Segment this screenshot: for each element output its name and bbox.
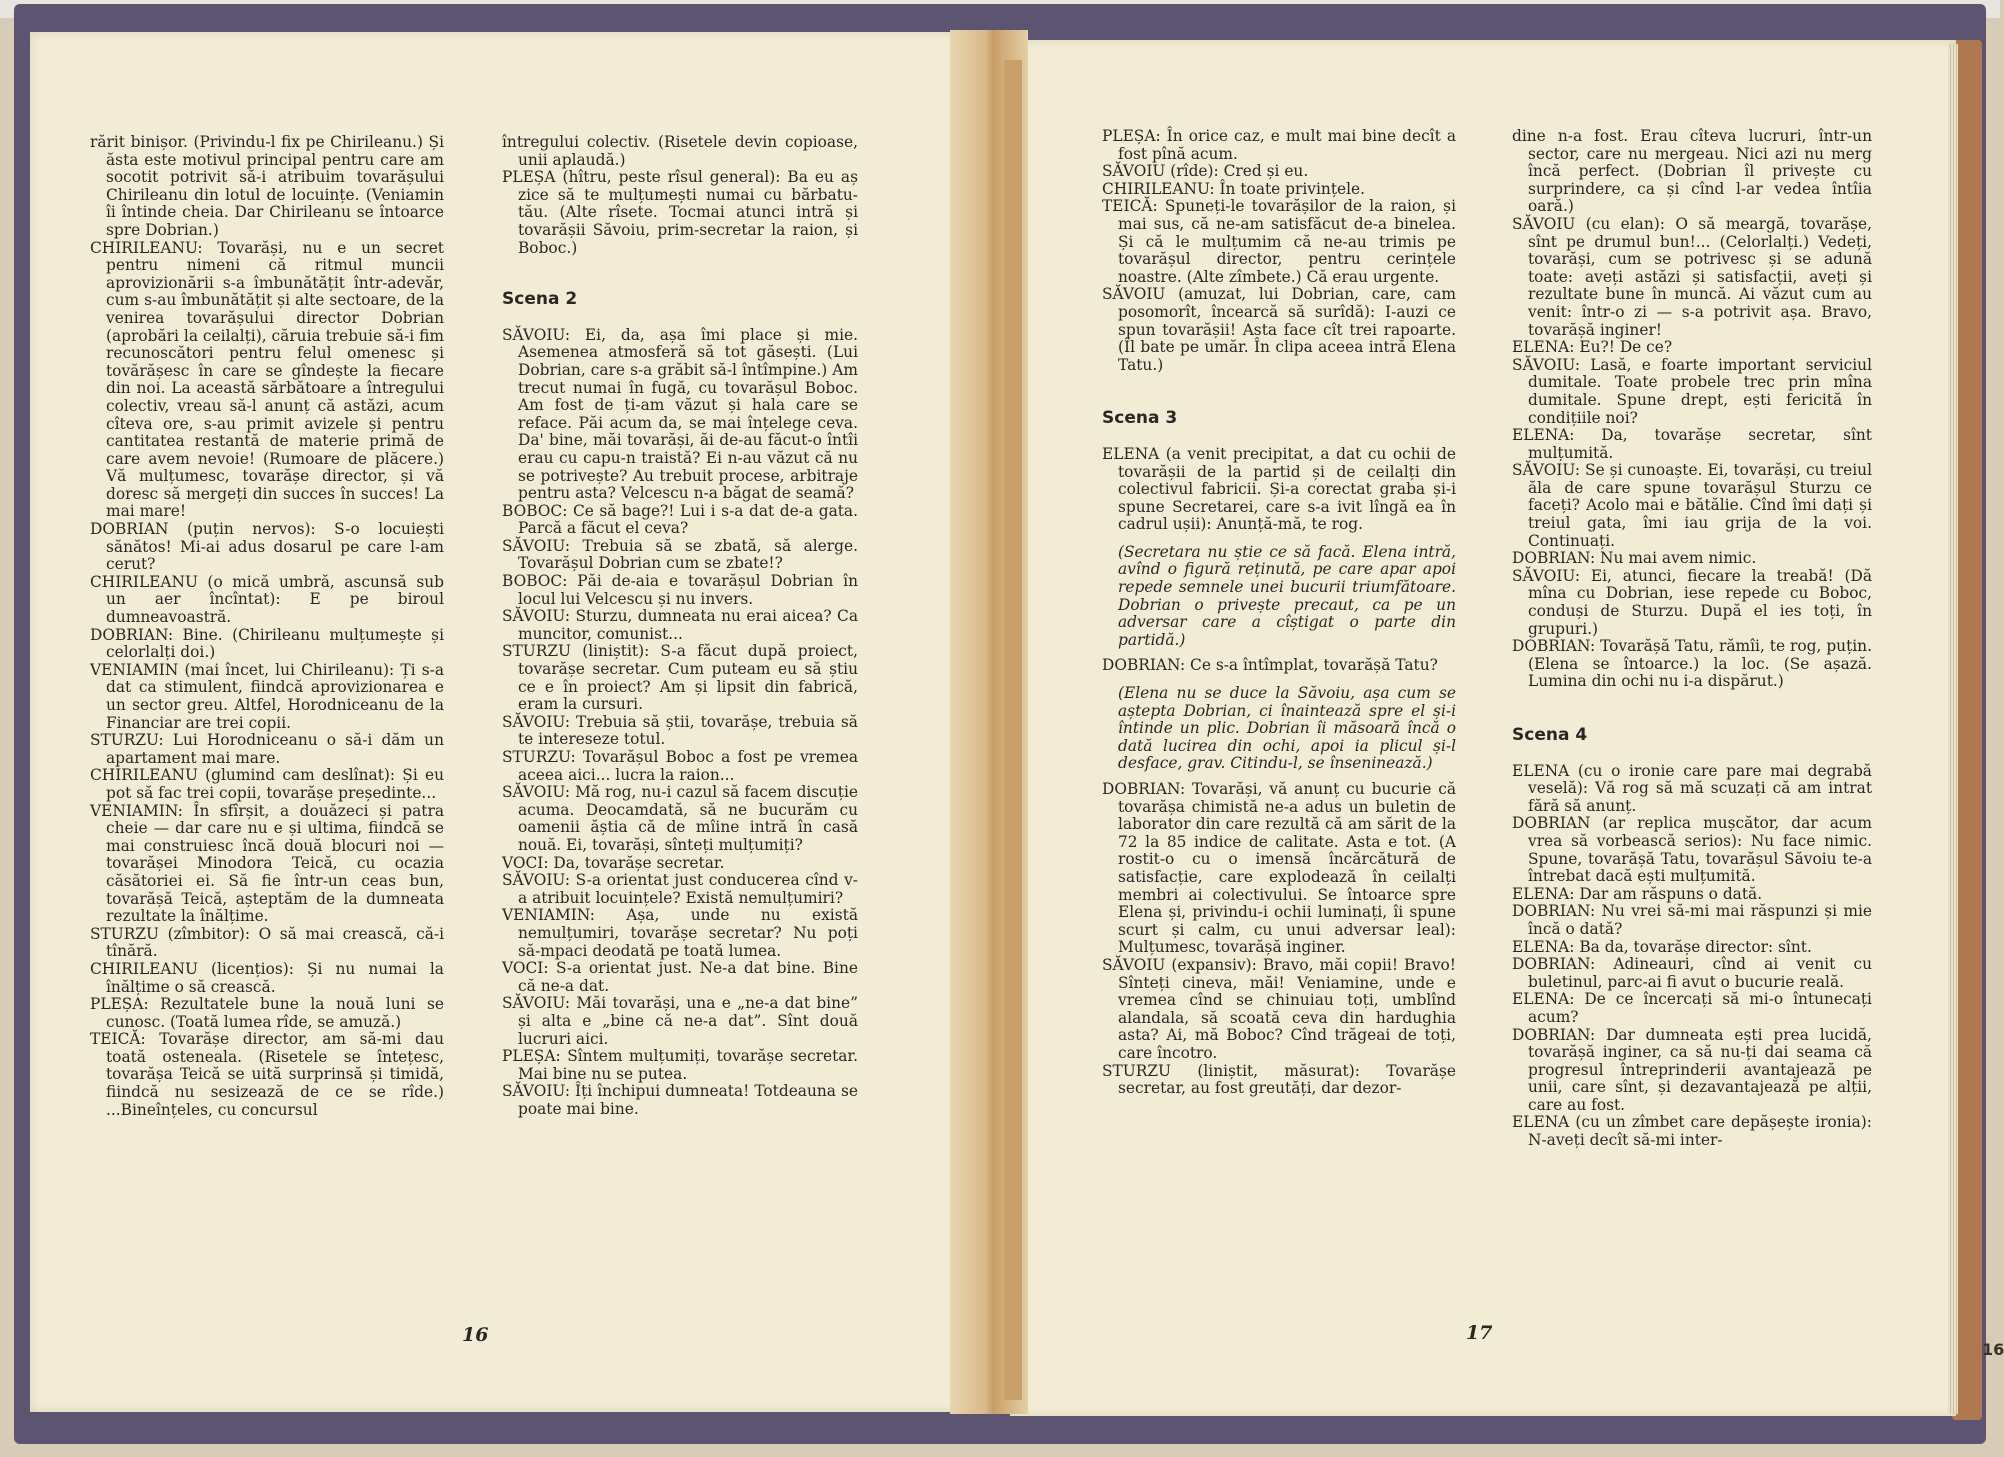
dialogue-paragraph: SĂVOIU: Trebuia să știi, tovarășe, trebuia să te intereseze totul.	[502, 712, 858, 749]
dialogue-paragraph: DOBRIAN (ar replica mușcător, dar acum vrea să vorbească serios): Nu face nimic. Spune, tovarășă Tatu, tovarășul Săvoiu te-a întrebat dacă ești mulțumită.	[1512, 814, 1872, 886]
scene-4-heading: Scena 4	[1512, 725, 1588, 745]
dialogue-paragraph: DOBRIAN: Nu mai avem nimic.	[1512, 549, 1757, 568]
dialogue-paragraph: PLEȘA: Sîntem mulțumiți, tovarășe secretar. Mai bine nu se putea.	[502, 1047, 858, 1083]
right-column-2	[1512, 128, 1872, 1150]
dialogue-paragraph: BOBOC: Păi de-aia e tovarășul Dobrian în locul lui Velcescu și nu invers.	[502, 572, 858, 608]
dialogue-paragraph: CHIRILEANU: Tovarăși, nu e un secret pentru nimeni că ritmul muncii aprovizionării s-a îmbunătățit într-adevăr, cum s-au îmbunătățit și alte sectoare, de la venirea tovarășului director Dobrian (aprobări la ceilalți), căruia trebuie să-i fim recunoscători pentru felul omenesc și tovărășesc în care se gîndește la fiecare din noi. La această sărbătoare a întregului colectiv, vreau să-l anunț că astăzi, acum cîteva ore, s-au primit avizele și pentru cantitatea restantă de materie primă de care avem nevoie! (Rumoare de plăcere.) Vă mulțumesc, tovarășe director, și vă doresc să mergeți din succes în succes! La mai mare!	[90, 238, 444, 521]
dialogue-paragraph: PLEȘA: În orice caz, e mult mai bine decît a fost pînă acum.	[1102, 127, 1456, 163]
dialogue-paragraph: întregului colectiv. (Risetele devin copioase, unii aplaudă.)	[502, 133, 858, 169]
dialogue-paragraph: CHIRILEANU (glumind cam deslînat): Și eu pot să fac trei copii, tovarășe președinte...	[90, 766, 444, 802]
dialogue-paragraph: DOBRIAN: Bine. (Chirileanu mulțumește și celorlalți doi.)	[90, 625, 444, 662]
dialogue-paragraph: SĂVOIU: Ei, da, așa îmi place și mie. Asemenea atmosferă să tot găsești. (Lui Dobrian, care s-a grăbit să-l întîmpine.) Am trecut numai în fugă, cu tovarășul Boboc. Am fost de ți-am văzut și hala care se reface. Păi acum da, se mai înțelege ceva. Da' bine, măi tovarăși, ăi de-au făcut-o întîi erau cu capu-n traistă? Ei n-au văzut că nu se potrivește? Au trebuit procese, arbitraje pentru asta? Velcescu n-a băgat de seamă?	[502, 325, 858, 503]
dialogue-paragraph: DOBRIAN (puțin nervos): S-o locuiești sănătos! Mi-ai adus dosarul pe care l-am cerut?	[90, 520, 444, 574]
scene-2-body	[502, 327, 858, 1119]
dialogue-paragraph: SĂVOIU: Ei, atunci, fiecare la treabă! (Dă mîna cu Dobrian, iese repede cu Boboc, conduși de Sturzu. După el ies toți, în grupuri.)	[1512, 566, 1872, 638]
dialogue-paragraph: STURZU (zîmbitor): O să mai crească, că-i tînără.	[90, 924, 444, 961]
dialogue-paragraph: TEICĂ: Spuneți-le tovarășilor de la raion, și mai sus, că ne-am satisfăcut de-a binelea. Și că le mulțumim că ne-au trimis pe tovarășul director, pentru cerințele noastre. (Alte zîmbete.) Că erau urgente.	[1102, 197, 1456, 286]
page-number-right: 17	[1466, 1322, 1493, 1344]
dialogue-paragraph: STURZU: Lui Horodniceanu o să-i dăm un apartament mai mare.	[90, 731, 444, 767]
dialogue-paragraph: STURZU (liniștit): S-a făcut după proiect, tovarășe secretar. Cum puteam eu să știu ce e în proiect? Am și lipsit din fabrică, eram la cursuri.	[502, 642, 858, 714]
dialogue-paragraph: SĂVOIU: S-a orientat just conducerea cînd v-a atribuit locuințele? Există nemulțumiri?	[502, 871, 858, 907]
stage-direction: (Secretara nu știe ce să facă. Elena intră, avînd o figură reținută, pe care apar apoi repede semnele unei bucurii triumfătoare. Dobrian o privește precaut, ca pe un adversar care a cîștigat o parte din partidă.)	[1118, 542, 1456, 649]
dialogue-paragraph: DOBRIAN: Tovarășă Tatu, rămîi, te rog, puțin. (Elena se întoarce.) la loc. (Se așază. Lumina din ochi nu i-a dispărut.)	[1512, 637, 1872, 691]
right-column-1	[1102, 128, 1456, 1098]
dialogue-paragraph: PLEȘA: Rezultatele bune la nouă luni se cunosc. (Toată lumea rîde, se amuză.)	[90, 995, 444, 1031]
dialogue-paragraph: dine n-a fost. Erau cîteva lucruri, într-un sector, care nu mergeau. Nici azi nu merg încă perfect. (Dobrian îl privește cu surprindere, ca și cînd l-ar vedea întîia oară.)	[1512, 127, 1872, 216]
stage-direction: (Elena nu se duce la Săvoiu, așa cum se aștepta Dobrian, ci înaintează spre el și-i întinde un plic. Dobrian îi măsoară încă o dată lucirea din ochi, apoi ia plicul și-l desface, grav. Citindu-l, se înseninează.)	[1118, 684, 1456, 773]
scene-2-heading: Scena 2	[502, 289, 578, 310]
dialogue-paragraph: SĂVOIU: Mă rog, nu-i cazul să facem discuție acuma. Deocamdată, să ne bucurăm cu oamenii ăștia că de mîine intră în casă nouă. Ei, tovarăși, sînteți mulțumiți?	[502, 783, 858, 854]
dialogue-paragraph: BOBOC: Ce să bage?! Lui i s-a dat de-a gata. Parcă a făcut el ceva?	[502, 501, 858, 538]
dialogue-paragraph: ELENA (a venit precipitat, a dat cu ochii de tovarășii de la partid și de ceilalți din colectivul fabricii. Și-a corectat graba și-i spune Secretarei, care s-a ivit lîngă ea în cadrul ușii): Anunță-mă, te rog.	[1102, 444, 1456, 534]
dialogue-paragraph: DOBRIAN: Tovarăși, vă anunț cu bucurie că tovarășa chimistă ne-a adus un buletin de laborator din care rezultă că am sărit de la 72 la 85 indice de calitate. Asta e tot. (A rostit-o cu o imensă încărcătură de satisfacție, care explodează în ceilalți membri ai colectivului. Se întoarce spre Elena și, privindu-i ochii luminați, îi spune scurt și calm, cu unui adversar leal): Mulțumesc, tovarășă inginer.	[1102, 780, 1456, 957]
dialogue-paragraph: TEICĂ: Tovarășe director, am să-mi dau toată osteneala. (Risetele se întețesc, tovarășa Teică se uită surprinsă și timidă, fiindcă nu sesizează de ce se rîde.) ...Bineînțeles, cu concursul	[90, 1030, 444, 1119]
dialogue-paragraph: PLEȘA (hîtru, peste rîsul general): Ba eu aș zice să te mulțumești numai cu bărbatu-tău. (Alte rîsete. Tocmai atunci intră și tovarășii Săvoiu, prim-secretar la raion, și Boboc.)	[502, 168, 858, 257]
right-column-2-top	[1512, 128, 1872, 691]
dialogue-paragraph: SĂVOIU (amuzat, lui Dobrian, care, cam posomorît, încearcă să surîdă): I-auzi ce spun tovarășii! Asta face cît trei rapoarte. (Îl bate pe umăr. În clipa aceea intră Elena Tatu.)	[1102, 285, 1456, 374]
dialogue-paragraph: CHIRILEANU (o mică umbră, ascunsă sub un aer încîntat): E pe biroul dumneavoastră.	[90, 572, 444, 627]
dialogue-paragraph: VENIAMIN (mai încet, lui Chirileanu): Ți s-a dat ca stimulent, fiindcă aprovizionarea e un sector greu. Altfel, Horodniceanu de la Financiar are trei copii.	[90, 660, 444, 732]
dialogue-paragraph: STURZU (liniștit, măsurat): Tovarășe secretar, au fost greutăți, dar dezor-	[1102, 1061, 1456, 1098]
dialogue-paragraph: VENIAMIN: În sfîrșit, a douăzeci și patra cheie — dar care nu e și ultima, fiindcă se mai construiesc încă două blocuri noi — tovarășei Minodora Teică, cu ocazia căsătoriei ei. Să fie într-un ceas bun, tovarășă Teică, așteptăm de la dumneata rezultate la înălțime.	[90, 801, 444, 926]
dialogue-paragraph: rărit binișor. (Privindu-l fix pe Chirileanu.) Și ăsta este motivul principal pentru care am socotit potrivit să-i atribuim tovarășului Chirileanu din lotul de locuințe. (Veniamin îi întinde cheia. Dar Chirileanu se întoarce spre Dobrian.)	[90, 133, 444, 239]
scene-4-body	[1512, 763, 1872, 1150]
dialogue-paragraph: VOCI: S-a orientat just. Ne-a dat bine. Bine că ne-a dat.	[502, 959, 858, 995]
dialogue-paragraph: STURZU: Tovarășul Boboc a fost pe vremea aceea aici... lucra la raion...	[502, 748, 858, 784]
scene-3-body	[1102, 446, 1456, 1098]
dialogue-paragraph: ELENA (cu o ironie care pare mai degrabă veselă): Vă rog să mă scuzați că am intrat fără să anunț.	[1512, 761, 1872, 815]
right-column-1-top	[1102, 128, 1456, 374]
dialogue-paragraph: ELENA: De ce încercați să mi-o întunecați acum?	[1512, 990, 1872, 1026]
dialogue-paragraph: CHIRILEANU (licențios): Și nu numai la înălțime o să crească.	[90, 959, 444, 996]
dialogue-paragraph: ELENA: Ba da, tovarășe director: sînt.	[1512, 937, 1812, 956]
dialogue-paragraph: CHIRILEANU: În toate privințele.	[1102, 179, 1366, 198]
dialogue-paragraph: DOBRIAN: Nu vrei să-mi mai răspunzi și mie încă o dată?	[1512, 902, 1872, 938]
dialogue-paragraph: SĂVOIU (expansiv): Bravo, măi copii! Bravo! Sînteți cineva, măi! Veniamine, unde e vremea cînd se chinuiau toți, umblînd alandala, să scoată ceva din hardughia asta? Ai, mă Boboc? Cînd trăgeai de toți, care încotro.	[1102, 955, 1456, 1062]
dialogue-paragraph: SĂVOIU: Măi tovarăși, una e „ne-a dat bine” și alta e „bine că ne-a dat”. Sînt două lucruri aici.	[502, 994, 858, 1048]
dialogue-paragraph: VENIAMIN: Așa, unde nu există nemulțumiri, tovarășe secretar? Nu poți să-mpaci deodată pe toată lumea.	[502, 906, 858, 960]
dialogue-paragraph: ELENA: Da, tovarășe secretar, sînt mulțumită.	[1512, 426, 1872, 462]
binding-band	[1004, 60, 1022, 1400]
dialogue-paragraph: SĂVOIU: Trebuia să se zbată, să alerge. Tovarășul Dobrian cum se zbate!?	[502, 536, 858, 573]
dialogue-paragraph: ELENA: Dar am răspuns o dată.	[1512, 884, 1763, 903]
dialogue-paragraph: SĂVOIU: Lasă, e foarte important serviciul dumitale. Toate probele trec prin mîna dumitale. Spune drept, ești fericită în condițiile noi?	[1512, 355, 1872, 427]
page-edges	[1948, 44, 1958, 1414]
page-number-left: 16	[462, 1324, 489, 1346]
dialogue-paragraph: ELENA (cu un zîmbet care depășește ironia): N-aveți decît să-mi inter-	[1512, 1113, 1872, 1150]
dialogue-paragraph: VOCI: Da, tovarășe secretar.	[502, 853, 725, 872]
left-column-1	[90, 134, 444, 1119]
dialogue-paragraph: DOBRIAN: Dar dumneata ești prea lucidă, tovarășă inginer, ca să nu-ți dai seama că progresul întreprinderii avantajează pe unii, care sînt, și dezavantajează pe alții, care au fost.	[1512, 1025, 1872, 1114]
left-column-2-top	[502, 134, 858, 257]
left-column-2	[502, 134, 858, 1118]
scene-3-heading: Scena 3	[1102, 408, 1178, 429]
dialogue-paragraph: SĂVOIU: Sturzu, dumneata nu erai aicea? Ca muncitor, comunist...	[502, 607, 858, 643]
dialogue-paragraph: SĂVOIU (rîde): Cred și eu.	[1102, 162, 1309, 181]
dialogue-paragraph: DOBRIAN: Ce s-a întîmplat, tovarășă Tatu?	[1102, 656, 1438, 675]
dialogue-paragraph: SĂVOIU: Se și cunoaște. Ei, tovarăși, cu treiul ăla de care spune tovarășul Sturzu ce faceți? Acolo mai e bătălie. Cînd îmi dați și treiul gata, îmi iau grija de la voi. Continuați.	[1512, 461, 1872, 550]
spine-label: 16	[1982, 1340, 2004, 1359]
dialogue-paragraph: ELENA: Eu?! De ce?	[1512, 338, 1673, 357]
dialogue-paragraph: SĂVOIU: Îți închipui dumneata! Totdeauna se poate mai bine.	[502, 1082, 858, 1118]
dialogue-paragraph: DOBRIAN: Adineauri, cînd ai venit cu buletinul, parc-ai fi avut o bucurie reală.	[1512, 955, 1872, 991]
dialogue-paragraph: SĂVOIU (cu elan): O să meargă, tovarășe, sînt pe drumul bun!... (Celorlalți.) Vedeți, tovarăși, cum se potrivesc și se adună toate: aveți astăzi și satisfacții, aveți și rezultate bune în muncă. Ai văzut cum au venit: într-o zi — s-a potrivit așa. Bravo, tovarășă inginer!	[1512, 214, 1872, 339]
